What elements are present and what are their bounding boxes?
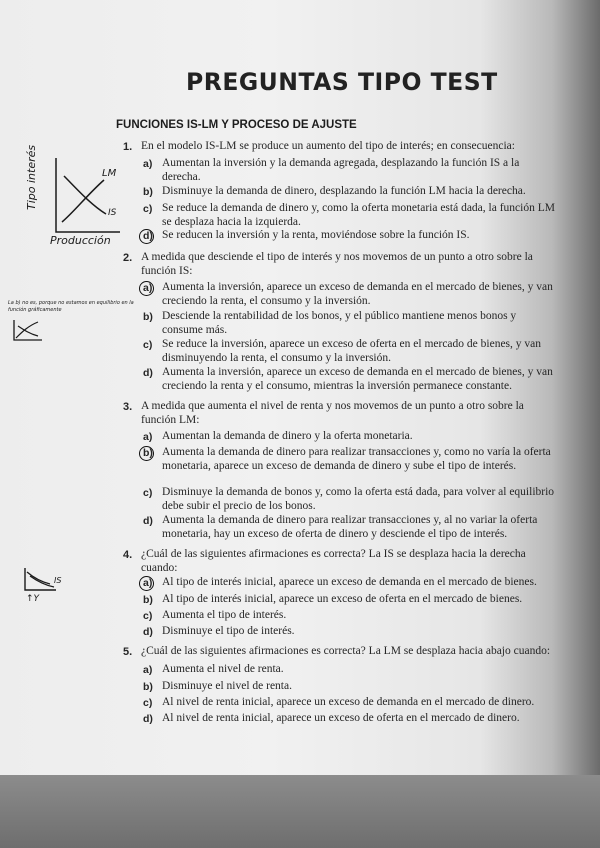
question-text: A medida que desciende el tipo de interés y nos movemos de un punto a otro sobre la función IS: (141, 251, 533, 277)
option-text: Disminuye el nivel de renta. (162, 680, 292, 692)
option-letter: d) (143, 713, 153, 725)
option-letter: b) (143, 186, 153, 198)
lm-curve (62, 180, 104, 222)
is-curve (64, 176, 106, 214)
option-text: Se reducen la inversión y la renta, moviéndose sobre la función IS. (162, 229, 470, 241)
handwritten-y-label: Tipo interés (25, 144, 38, 210)
handwritten-is-label: IS (108, 208, 117, 218)
option-text: Disminuye la demanda de dinero, desplazando la función LM hacia la derecha. (162, 185, 526, 197)
option-letter: c) (143, 339, 153, 351)
handwritten-mini-graph (8, 318, 48, 344)
option-text: Aumenta el tipo de interés. (162, 609, 287, 621)
question-number: 1. (123, 141, 133, 153)
option-letter: a) (143, 577, 153, 589)
handwritten-x-label: Producción (50, 234, 111, 247)
option-letter: a) (143, 664, 153, 676)
option-letter: c) (143, 610, 153, 622)
option-text: Disminuye el tipo de interés. (162, 625, 295, 637)
option-letter: c) (143, 203, 153, 215)
option-letter: b) (143, 311, 153, 323)
option-text: Aumenta la demanda de dinero para realizar transacciones y, como no varía la oferta monetaria, aparece un exceso de demanda de dinero y sube el tipo de interés. (162, 446, 551, 472)
option-text: Al nivel de renta inicial, aparece un exceso de oferta en el mercado de dinero. (162, 712, 520, 724)
question-number: 2. (123, 252, 133, 264)
option-text: Aumenta el nivel de renta. (162, 663, 284, 675)
option-text: Al tipo de interés inicial, aparece un exceso de demanda en el mercado de bienes. (162, 576, 537, 588)
question-text: A medida que aumenta el nivel de renta y nos movemos de un punto a otro sobre la función LM: (141, 400, 524, 426)
question-number: 4. (123, 549, 133, 561)
question-text: En el modelo IS-LM se produce un aumento del tipo de interés; en consecuencia: (141, 140, 515, 152)
page-title: PREGUNTAS TIPO TEST (186, 68, 498, 96)
option-letter: b) (143, 594, 153, 606)
section-heading: FUNCIONES IS-LM Y PROCESO DE AJUSTE (116, 119, 357, 131)
option-letter: a) (143, 431, 153, 443)
question-text: ¿Cuál de las siguientes afirmaciones es correcta? La IS se desplaza hacia la derecha cuando: (141, 548, 526, 574)
option-letter: b) (143, 447, 153, 459)
option-text: Aumentan la demanda de dinero y la oferta monetaria. (162, 430, 413, 442)
handwritten-lm-label: LM (102, 168, 117, 179)
scanner-shadow (0, 775, 600, 848)
question-text: ¿Cuál de las siguientes afirmaciones es correcta? La LM se desplaza hacia abajo cuando: (141, 645, 551, 657)
handwritten-is-label-q4: IS (54, 576, 62, 585)
option-text: Se reduce la inversión, aparece un exceso de oferta en el mercado de bienes, y van disminuyendo la renta, el consumo y la inversión. (162, 338, 542, 364)
question-number: 5. (123, 646, 133, 658)
option-letter: c) (143, 697, 153, 709)
option-letter: b) (143, 681, 153, 693)
option-text: Aumenta la inversión, aparece un exceso de demanda en el mercado de bienes, y van creciendo la renta y el consumo, mientras la inversión permanece constante. (162, 366, 553, 392)
option-letter: a) (143, 158, 153, 170)
option-text: Aumentan la inversión y la demanda agregada, desplazando la función IS a la derecha. (162, 157, 520, 183)
option-letter: d) (143, 626, 153, 638)
option-text: Desciende la rentabilidad de los bonos, y el público mantiene menos bonos y consume más. (162, 310, 517, 336)
option-text: Disminuye la demanda de bonos y, como la oferta está dada, para volver al equilibrio debe subir el precio de los bonos. (162, 486, 555, 512)
option-letter: c) (143, 487, 153, 499)
option-letter: d) (143, 367, 153, 379)
handwritten-y-up: ↑Y (26, 594, 40, 604)
option-letter: d) (143, 230, 153, 242)
option-text: Al tipo de interés inicial, aparece un exceso de oferta en el mercado de bienes. (162, 593, 523, 605)
option-text: Aumenta la demanda de dinero para realizar transacciones y, al no variar la oferta monetaria, hay un exceso de oferta de dinero y desciende el tipo de interés. (162, 514, 538, 540)
option-letter: a) (143, 282, 153, 294)
option-text: Se reduce la demanda de dinero y, como la oferta monetaria está dada, la función LM se desplaza hacia la izquierda. (162, 202, 555, 228)
option-letter: d) (143, 515, 153, 527)
option-text: Al nivel de renta inicial, aparece un exceso de demanda en el mercado de dinero. (162, 696, 535, 708)
question-number: 3. (123, 401, 133, 413)
handwritten-note-q2: La b) no es, porque no estamos en equilibrio en la función gráficamente (8, 300, 134, 313)
option-text: Aumenta la inversión, aparece un exceso de demanda en el mercado de bienes, y van creciendo la renta, el consumo y la inversión. (162, 281, 553, 307)
